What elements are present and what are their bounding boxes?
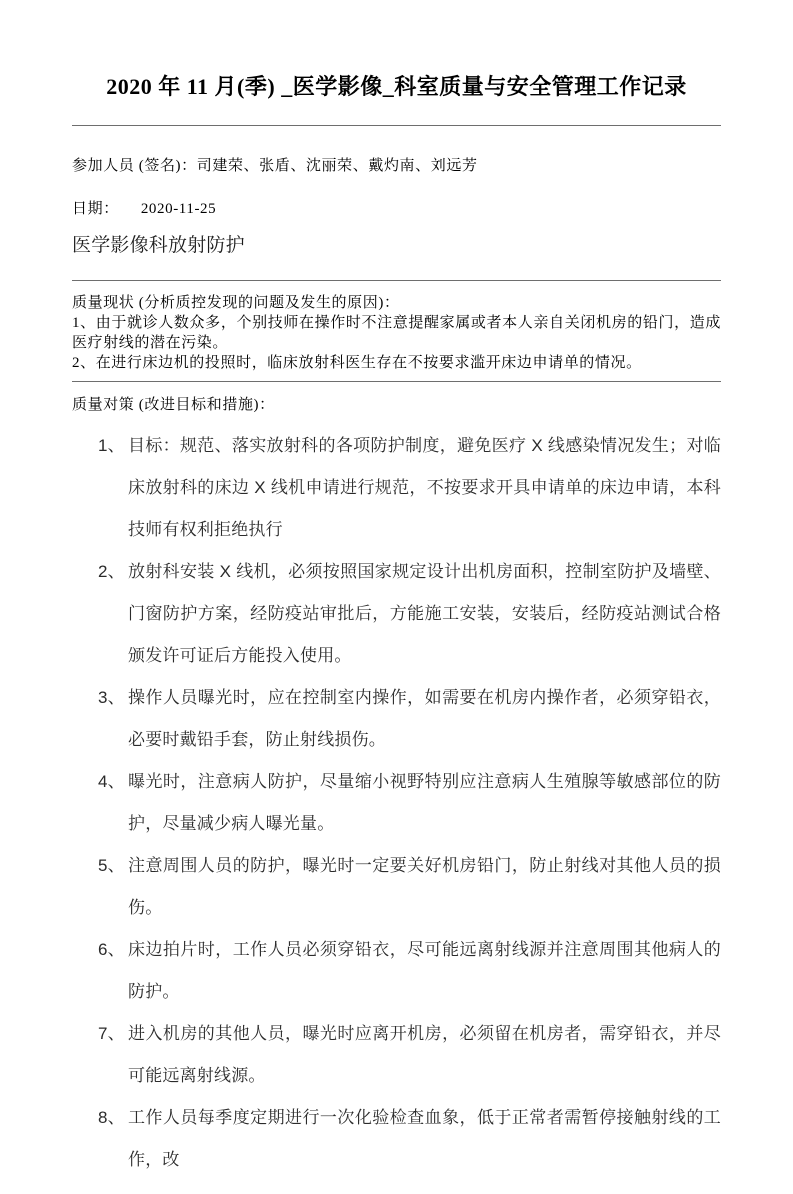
quality-status-block xyxy=(72,293,721,373)
countermeasures-list xyxy=(72,425,721,1181)
divider-below-status xyxy=(72,381,721,382)
date-label: 日期： xyxy=(72,201,119,217)
countermeasure-number-6: 6、 xyxy=(98,940,125,959)
countermeasure-text-2: 放射科安装 X 线机，必须按照国家规定设计出机房面积，控制室防护及墙壁、门窗防护方案，经防疫站审批后，方能施工安装，安装后，经防疫站测试合格颁发许可证后方能投入使用。 xyxy=(128,562,721,665)
countermeasure-text-8: 工作人员每季度定期进行一次化验检查血象，低于正常者需暂停接触射线的工作，改 xyxy=(128,1108,721,1169)
countermeasure-number-7: 7、 xyxy=(98,1024,125,1043)
participants-names: 司建荣、张盾、沈丽荣、戴灼南、刘远芳 xyxy=(196,158,478,174)
document-page xyxy=(0,72,793,1181)
divider-below-section-heading xyxy=(72,280,721,281)
countermeasure-item-2 xyxy=(72,551,721,677)
quality-status-heading: 质量现状 (分析质控发现的问题及发生的原因)： xyxy=(72,295,400,311)
countermeasure-text-5: 注意周围人员的防护，曝光时一定要关好机房铅门，防止射线对其他人员的损伤。 xyxy=(128,856,721,917)
countermeasure-number-1: 1、 xyxy=(98,436,125,455)
participants-label: 参加人员 (签名)： xyxy=(72,158,197,174)
countermeasure-text-4: 曝光时，注意病人防护，尽量缩小视野特别应注意病人生殖腺等敏感部位的防护，尽量减少病人曝光量。 xyxy=(128,772,721,833)
countermeasure-text-3: 操作人员曝光时，应在控制室内操作，如需要在机房内操作者，必须穿铅衣，必要时戴铅手套，防止射线损伤。 xyxy=(128,688,721,749)
countermeasure-number-5: 5、 xyxy=(98,856,125,875)
countermeasure-item-7 xyxy=(72,1013,721,1097)
countermeasure-text-1: 目标：规范、落实放射科的各项防护制度，避免医疗 X 线感染情况发生；对临床放射科的床边 X 线机申请进行规范，不按要求开具申请单的床边申请，本科技师有权利拒绝执行 xyxy=(128,436,721,539)
quality-status-item-2: 2、在进行床边机的投照时，临床放射科医生存在不按要求滥开床边申请单的情况。 xyxy=(72,355,642,371)
countermeasure-item-1 xyxy=(72,425,721,551)
date-line xyxy=(72,199,721,219)
date-value: 2020-11-25 xyxy=(140,201,217,217)
countermeasure-text-6: 床边拍片时，工作人员必须穿铅衣，尽可能远离射线源并注意周围其他病人的防护。 xyxy=(128,940,721,1001)
section-heading-radiation-protection: 医学影像科放射防护 xyxy=(72,235,245,256)
countermeasure-number-2: 2、 xyxy=(98,562,125,581)
document-title: 2020 年 11 月(季) _医学影像_科室质量与安全管理工作记录 xyxy=(106,74,687,99)
divider-below-title xyxy=(72,125,721,126)
countermeasure-item-3 xyxy=(72,677,721,761)
countermeasure-text-7: 进入机房的其他人员，曝光时应离开机房，必须留在机房者，需穿铅衣，并尽可能远离射线源。 xyxy=(128,1024,721,1085)
countermeasure-item-8 xyxy=(72,1097,721,1181)
countermeasure-item-5 xyxy=(72,845,721,929)
countermeasure-item-6 xyxy=(72,929,721,1013)
countermeasure-item-4 xyxy=(72,761,721,845)
countermeasure-number-4: 4、 xyxy=(98,772,125,791)
countermeasures-heading: 质量对策 (改进目标和措施)： xyxy=(72,397,275,413)
participants-line xyxy=(72,156,721,176)
quality-status-item-1: 1、由于就诊人数众多，个别技师在操作时不注意提醒家属或者本人亲自关闭机房的铅门，造成医疗射线的潜在污染。 xyxy=(72,315,721,351)
countermeasure-number-8: 8、 xyxy=(98,1108,125,1127)
countermeasure-number-3: 3、 xyxy=(98,688,125,707)
